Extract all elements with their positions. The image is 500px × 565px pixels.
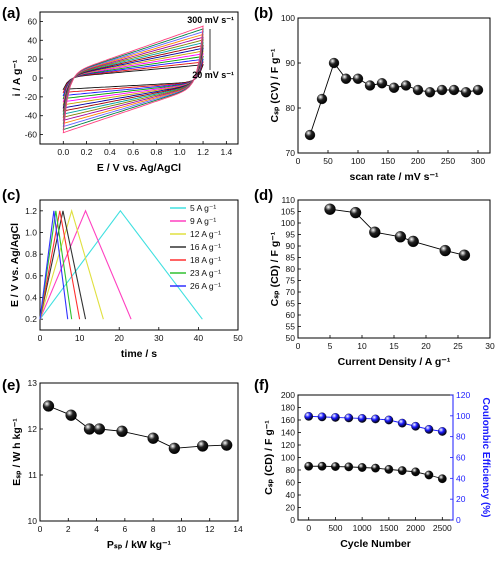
data-point: [425, 87, 435, 97]
y-tick-label: 120: [280, 440, 295, 450]
panel-label-b: (b): [254, 5, 274, 22]
x-tick-label: 0: [295, 156, 301, 166]
y-tick-label: 160: [280, 415, 295, 425]
annotation-300mv: 300 mV s⁻¹: [187, 15, 234, 25]
y-tick-label: 11: [28, 470, 37, 480]
y-tick-label: 1.0: [25, 227, 37, 238]
legend-label: 9 A g⁻¹: [190, 216, 217, 226]
y-tick-label: 0.4: [25, 292, 37, 303]
y-right-tick-label: 100: [456, 410, 471, 421]
y-tick-label: 0.6: [25, 270, 37, 281]
data-point: [389, 83, 399, 93]
capacitance-point: [411, 468, 419, 476]
cv-curve: [63, 26, 203, 133]
y-tick-label: 80: [285, 264, 295, 274]
x-tick-label: 15: [389, 341, 399, 351]
data-point: [365, 81, 375, 91]
data-point: [461, 87, 471, 97]
x-tick-label: 1.4: [220, 147, 233, 157]
y-axis-title: Cₛₚ (CD) / F g⁻¹: [269, 231, 281, 307]
chart-a: [11, 12, 238, 174]
efficiency-point: [398, 419, 406, 427]
y-tick-label: 60: [285, 477, 295, 488]
y-tick-label: 40: [285, 490, 295, 500]
data-point: [66, 410, 77, 421]
x-tick-label: 1500: [379, 523, 399, 533]
x-tick-label: 1000: [352, 523, 372, 533]
chart-b: [269, 13, 490, 183]
x-axis-title: E / V vs. Ag/AgCl: [96, 162, 182, 174]
y-tick-label: 100: [280, 13, 295, 23]
chart-c: [9, 200, 243, 360]
data-point: [117, 426, 128, 437]
x-tick-label: 14: [233, 524, 243, 534]
y-tick-label: 65: [285, 298, 295, 309]
data-point: [440, 245, 451, 256]
x-tick-label: 20: [114, 333, 124, 343]
data-point: [459, 250, 470, 261]
data-point: [353, 74, 363, 84]
data-point: [473, 85, 483, 95]
panel-label-f: (f): [254, 377, 269, 394]
x-tick-label: 6: [122, 524, 128, 534]
x-tick-label: 5: [327, 341, 333, 351]
panel-label-a: (a): [2, 5, 21, 22]
y-right-tick-label: 0: [456, 515, 461, 525]
plot-frame: [40, 383, 238, 521]
panel-label-c: (c): [2, 187, 21, 204]
data-point: [377, 78, 387, 88]
data-point: [329, 58, 339, 68]
efficiency-point: [318, 413, 326, 421]
data-point: [413, 85, 423, 95]
y-tick-label: 10: [27, 516, 37, 526]
x-tick-label: 20: [421, 341, 431, 351]
y-tick-label: 90: [285, 241, 295, 251]
y-tick-label: 200: [280, 390, 295, 400]
efficiency-point: [438, 427, 446, 435]
capacitance-point: [358, 463, 366, 471]
data-point: [94, 424, 105, 435]
y-right-tick-label: 60: [456, 452, 466, 463]
x-tick-label: 2500: [432, 523, 452, 533]
efficiency-point: [345, 414, 353, 422]
x-tick-label: 0.8: [150, 147, 163, 157]
x-tick-label: 10: [357, 341, 367, 351]
y-tick-label: 20: [285, 502, 295, 513]
chart-d: [269, 195, 495, 368]
capacitance-point: [371, 464, 379, 472]
y-axis-title: Eₛₚ / W h kg⁻¹: [11, 418, 23, 486]
legend-label: 16 A g⁻¹: [190, 242, 221, 252]
x-axis-title: scan rate / mV s⁻¹: [349, 171, 439, 183]
y-right-axis-title: Coulombic Efficiency (%): [480, 397, 491, 518]
y-tick-label: -40: [24, 110, 37, 121]
y-tick-label: 110: [281, 195, 295, 205]
efficiency-point: [385, 416, 393, 424]
x-tick-label: 0.4: [103, 147, 116, 157]
efficiency-point: [304, 412, 312, 420]
x-tick-label: 200: [410, 156, 426, 166]
y-tick-label: 0: [290, 515, 295, 525]
y-tick-label: 60: [285, 310, 295, 320]
data-point: [369, 227, 380, 238]
y-tick-label: 100: [280, 218, 295, 228]
x-axis-title: Pₛₚ / kW kg⁻¹: [106, 539, 172, 551]
x-tick-label: 25: [453, 341, 463, 351]
y-right-tick-label: 20: [456, 494, 466, 505]
x-tick-label: 8: [150, 524, 156, 534]
efficiency-point: [425, 425, 433, 433]
plot-frame: [298, 200, 490, 338]
legend-label: 26 A g⁻¹: [190, 281, 221, 291]
y-tick-label: -60: [24, 129, 37, 140]
data-point: [437, 85, 447, 95]
legend-label: 18 A g⁻¹: [190, 255, 221, 265]
x-axis-title: Cycle Number: [340, 538, 411, 550]
y-tick-label: -20: [24, 91, 37, 102]
efficiency-point: [371, 415, 379, 423]
data-point: [197, 441, 208, 452]
x-tick-label: 0: [37, 524, 43, 534]
x-tick-label: 0.6: [127, 147, 140, 157]
x-tick-label: 150: [380, 156, 396, 166]
y-tick-label: 13: [27, 378, 37, 388]
data-point: [221, 440, 232, 451]
x-axis-title: Current Density / A g⁻¹: [337, 356, 451, 368]
legend-label: 12 A g⁻¹: [190, 229, 221, 239]
capacitance-point: [398, 466, 406, 474]
data-point: [401, 81, 411, 91]
data-point: [305, 130, 315, 140]
data-point: [341, 74, 351, 84]
x-tick-label: 0.2: [80, 147, 93, 157]
y-tick-label: 180: [280, 402, 295, 413]
data-point: [449, 85, 459, 95]
x-tick-label: 1.2: [197, 147, 209, 157]
x-tick-label: 0: [295, 341, 301, 351]
y-tick-label: 95: [285, 229, 295, 240]
y-tick-label: 90: [285, 58, 295, 68]
x-tick-label: 50: [323, 156, 333, 166]
y-tick-label: 75: [285, 275, 295, 286]
legend-label: 5 A g⁻¹: [190, 203, 217, 213]
x-tick-label: 10: [176, 524, 187, 534]
x-tick-label: 300: [470, 156, 486, 166]
x-tick-label: 10: [74, 333, 85, 343]
y-tick-label: 140: [280, 427, 295, 438]
y-tick-label: 70: [285, 287, 295, 297]
x-tick-label: 30: [485, 341, 495, 351]
capacitance-point: [425, 471, 433, 479]
x-tick-label: 50: [233, 333, 243, 343]
x-tick-label: 500: [328, 523, 343, 533]
y-tick-label: 70: [285, 148, 295, 158]
y-tick-label: 12: [27, 424, 37, 434]
x-tick-label: 100: [350, 156, 366, 166]
x-tick-label: 0: [37, 333, 43, 343]
capacitance-point: [318, 462, 326, 470]
data-point: [325, 204, 336, 215]
data-point: [395, 231, 406, 242]
y-tick-label: 80: [285, 103, 295, 113]
capacitance-point: [385, 465, 393, 473]
legend-label: 23 A g⁻¹: [190, 268, 221, 278]
capacitance-point: [331, 462, 339, 470]
capacitance-point: [438, 475, 446, 483]
data-point: [317, 94, 327, 104]
y-tick-label: 0: [32, 73, 37, 83]
y-axis-title: Cₛₚ (CD) / F g⁻¹: [263, 420, 275, 495]
y-axis-title: i / A g⁻¹: [11, 59, 23, 97]
chart-e: [11, 378, 243, 551]
y-right-tick-label: 80: [456, 431, 466, 442]
efficiency-point: [411, 422, 419, 430]
y-tick-label: 55: [285, 321, 295, 332]
gcd-curve: [40, 211, 202, 319]
x-tick-label: 0: [306, 523, 312, 533]
y-axis-title: Cₛₚ (CV) / F g⁻¹: [269, 48, 281, 123]
x-tick-label: 12: [204, 524, 215, 534]
y-tick-label: 85: [285, 252, 295, 263]
y-tick-label: 1.2: [25, 205, 37, 216]
efficiency-point: [331, 413, 339, 421]
x-tick-label: 2: [65, 524, 71, 534]
y-tick-label: 0.8: [25, 249, 37, 260]
x-tick-label: 40: [193, 333, 204, 343]
data-point: [43, 401, 54, 412]
x-tick-label: 2000: [406, 523, 426, 533]
y-tick-label: 20: [27, 54, 37, 65]
y-tick-label: 105: [280, 206, 295, 217]
data-line: [310, 63, 478, 135]
capacitance-point: [304, 462, 312, 470]
panel-label-e: (e): [2, 377, 21, 394]
chart-f: [263, 390, 491, 550]
y-tick-label: 80: [285, 465, 295, 475]
panel-label-d: (d): [254, 187, 274, 204]
data-point: [408, 236, 419, 247]
x-tick-label: 0.0: [57, 147, 70, 157]
y-right-tick-label: 120: [456, 390, 471, 400]
x-axis-title: time / s: [120, 348, 158, 360]
data-point: [148, 433, 159, 444]
y-tick-label: 50: [285, 333, 295, 343]
capacitance-point: [345, 463, 353, 471]
data-point: [350, 207, 361, 218]
x-tick-label: 30: [154, 333, 164, 343]
y-axis-title: E / V vs. Ag/AgCl: [9, 222, 21, 308]
y-tick-label: 60: [27, 16, 37, 27]
y-tick-label: 100: [280, 452, 295, 463]
y-tick-label: 0.2: [25, 314, 37, 325]
y-right-tick-label: 40: [456, 473, 466, 484]
data-point: [84, 424, 95, 435]
y-tick-label: 40: [27, 35, 37, 46]
x-tick-label: 4: [94, 524, 99, 534]
data-point: [169, 443, 180, 454]
efficiency-point: [358, 414, 366, 422]
x-tick-label: 250: [440, 156, 456, 166]
annotation-20mv: 20 mV s⁻¹: [192, 70, 234, 80]
x-tick-label: 1.0: [173, 147, 186, 157]
